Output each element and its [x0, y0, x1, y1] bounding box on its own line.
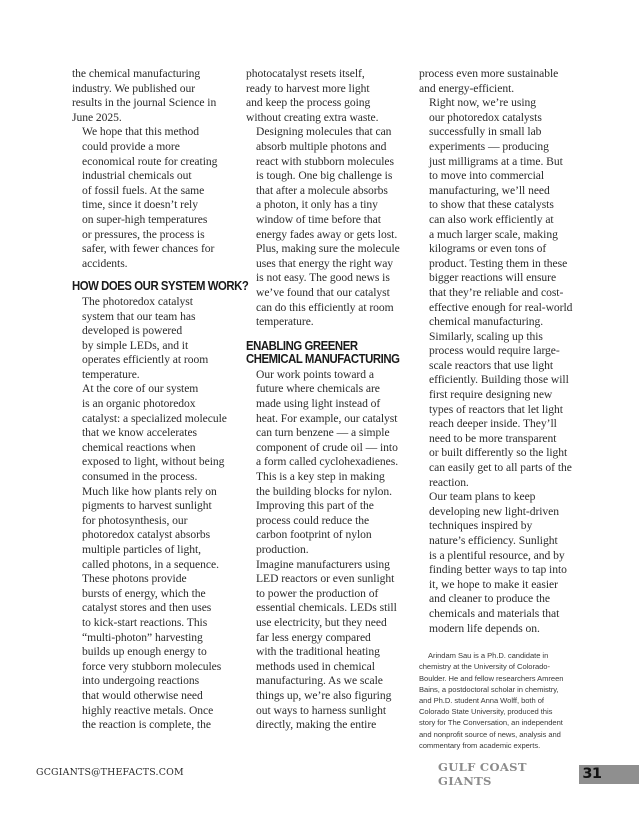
text-line: ready to harvest more light	[246, 81, 370, 95]
text-line: photocatalyst resets itself,	[246, 67, 365, 80]
text-line: essential chemicals. LEDs still	[256, 601, 397, 615]
text-line: and energy-efficient.	[419, 81, 515, 95]
text-line: story for The Conversation, an independent	[419, 718, 563, 728]
text-line: to kick-start reactions. This	[82, 615, 208, 629]
text-line: successfully in small lab	[429, 125, 542, 139]
paragraph	[246, 558, 414, 733]
text-line: Our work points toward a	[256, 367, 374, 381]
section-heading: HOW DOES OUR SYSTEM WORK?	[72, 278, 249, 294]
text-line: made using light instead of	[256, 397, 381, 411]
footer-email: GCGIANTS@THEFACTS.COM	[36, 767, 184, 778]
text-line: process would require large-	[429, 344, 560, 358]
text-line: types of reactors that let light	[429, 402, 563, 416]
text-line: results in the journal Science in	[72, 96, 217, 110]
text-line: process could reduce the	[256, 513, 370, 527]
author-bio	[419, 650, 587, 751]
text-line: uses that energy the right way	[256, 256, 394, 270]
text-line: is an organic photoredox	[82, 397, 196, 411]
text-line: far less energy compared	[256, 630, 371, 644]
text-line: future where chemicals are	[256, 382, 380, 396]
text-line: on super-high temperatures	[82, 212, 208, 226]
text-line: Similarly, scaling up this	[429, 329, 543, 343]
text-line: without creating extra waste.	[246, 110, 379, 124]
text-line: developed is powered	[82, 324, 183, 338]
text-line: product. Testing them in these	[429, 256, 568, 270]
text-line: chemical reactions when	[82, 440, 196, 454]
text-line: finding better ways to tap into	[429, 563, 567, 577]
text-line: Boulder. He and fellow researchers Amreen	[419, 673, 564, 683]
text-line: manufacturing, we’ll need	[429, 183, 550, 197]
text-line: that they’re reliable and cost-	[429, 285, 564, 299]
text-line: industry. We published our	[72, 81, 196, 95]
text-line: react with stubborn molecules	[256, 154, 394, 168]
text-line: directly, making the entire	[256, 718, 377, 732]
paragraph	[72, 125, 240, 271]
text-line: chemicals and materials that	[429, 606, 560, 620]
text-line: the chemical manufacturing	[72, 67, 201, 80]
paragraph	[419, 490, 587, 636]
text-line: the building blocks for nylon.	[256, 484, 393, 498]
article-column-1	[72, 67, 249, 733]
text-line: production.	[256, 543, 309, 556]
text-line: is not easy. The good news is	[256, 271, 390, 285]
text-line: called photons, in a sequence.	[82, 557, 219, 571]
paragraph	[419, 330, 587, 491]
text-line: effective enough for real-world	[429, 300, 573, 314]
text-line: can also work efficiently at	[429, 212, 554, 226]
text-line: Colorado State University, produced this	[419, 707, 553, 717]
text-line: Much like how plants rely on	[82, 484, 217, 498]
text-line: out ways to harness sunlight	[256, 703, 386, 717]
text-line: temperature.	[256, 315, 314, 329]
text-line: scale reactors that use light	[429, 358, 554, 372]
text-line: heat. For example, our catalyst	[256, 411, 398, 425]
text-line: it, we hope to make it easier	[429, 577, 558, 591]
paragraph	[246, 67, 414, 125]
text-line: consumed in the process.	[82, 470, 198, 484]
section-heading	[246, 337, 400, 367]
text-line: to show that these catalysts	[429, 198, 554, 212]
text-line: Arindam Sau is a Ph.D. candidate in	[428, 651, 549, 661]
text-line: first require designing new	[429, 388, 553, 402]
text-line: Bains, a postdoctoral scholar in chemistry,	[419, 684, 559, 694]
text-line: to power the production of	[256, 586, 379, 600]
text-line: LED reactors or even sunlight	[256, 572, 395, 586]
text-line: for photosynthesis, our	[82, 513, 188, 527]
text-line: can turn benzene — a simple	[256, 426, 390, 440]
text-line: nature’s efficiency. Sunlight	[429, 534, 558, 547]
text-line: catalyst stores and then uses	[82, 601, 212, 615]
text-line: is tough. One big challenge is	[256, 169, 393, 183]
text-line: safer, with fewer chances for	[82, 242, 215, 256]
text-line: component of crude oil — into	[256, 440, 398, 454]
text-line: The photoredox catalyst	[82, 294, 193, 308]
text-line: temperature.	[82, 367, 140, 381]
text-line: and Ph.D. student Anna Wolff, both of	[419, 695, 544, 705]
text-line: or pressures, the process is	[82, 227, 205, 241]
text-line: efficiently. Building those will	[429, 373, 569, 387]
text-line: We hope that this method	[82, 125, 200, 139]
paragraph	[246, 125, 414, 329]
text-line: Improving this part of the	[256, 499, 374, 513]
text-line: experiments — producing	[429, 139, 549, 153]
publication-name: GULF COAST GIANTS	[438, 760, 527, 788]
text-line: bigger reactions will ensure	[429, 271, 557, 285]
text-line: a photon, it only has a tiny	[256, 198, 378, 212]
text-line: economical route for creating	[82, 154, 218, 168]
text-line: Plus, making sure the molecule	[256, 242, 400, 256]
text-line: can easily get to all parts of the	[429, 461, 572, 475]
text-line: by simple LEDs, and it	[82, 338, 189, 352]
paragraph	[72, 382, 240, 484]
text-line: things up, we’re also figuring	[256, 688, 392, 702]
text-line: Right now, we’re using	[429, 96, 536, 110]
text-line: and nonprofit source of news, analysis and	[419, 729, 561, 739]
text-line: photoredox catalyst absorbs	[82, 528, 211, 542]
text-line: need to be more transparent	[429, 431, 557, 445]
text-line: June 2025.	[72, 110, 122, 124]
paragraph	[72, 572, 240, 733]
text-line: These photons provide	[82, 572, 187, 586]
paragraph	[72, 67, 240, 125]
text-line: that would otherwise need	[82, 688, 203, 702]
text-line: developing new light-driven	[429, 504, 560, 518]
text-line: modern life depends on.	[429, 621, 540, 635]
text-line: or built differently so the light	[429, 446, 568, 460]
text-line: pigments to harvest sunlight	[82, 499, 212, 513]
text-line: highly reactive metals. Once	[82, 703, 214, 717]
text-line: exposed to light, without being	[82, 455, 225, 469]
text-line: accidents.	[82, 256, 128, 270]
text-line: a much larger scale, making	[429, 227, 558, 241]
text-line: absorb multiple photons and	[256, 139, 387, 153]
heading-line: CHEMICAL MANUFACTURING	[246, 351, 400, 367]
text-line: and cleaner to produce the	[429, 592, 551, 606]
text-line: can do this efficiently at room	[256, 300, 394, 314]
text-line: our photoredox catalysts	[429, 110, 542, 124]
text-line: techniques inspired by	[429, 519, 533, 533]
text-line: Imagine manufacturers using	[256, 557, 390, 571]
text-line: force very stubborn molecules	[82, 659, 222, 673]
text-line: reach deeper inside. They’ll	[429, 417, 557, 431]
text-line: kilograms or even tons of	[429, 242, 547, 256]
text-line: carbon footprint of nylon	[256, 528, 372, 542]
text-line: methods used in chemical	[256, 659, 375, 673]
heading-line: ENABLING GREENER	[246, 337, 358, 353]
text-line: operates efficiently at room	[82, 353, 209, 367]
text-line: reaction.	[429, 475, 469, 489]
text-line: commentary from academic experts.	[419, 740, 541, 750]
text-line: that we know accelerates	[82, 426, 197, 440]
article-column-3	[419, 67, 587, 751]
text-line: is a plentiful resource, and by	[429, 548, 565, 562]
text-line: the reaction is complete, the	[82, 718, 211, 732]
paragraph	[72, 295, 240, 383]
text-line: and keep the process going	[246, 96, 371, 110]
page-number-box	[579, 765, 639, 784]
text-line: manufacturing. As we scale	[256, 674, 383, 688]
text-line: system that our team has	[82, 309, 196, 323]
text-line: we’ve found that our catalyst	[256, 285, 390, 299]
text-line: chemical manufacturing.	[429, 315, 544, 329]
text-line: use electricity, but they need	[256, 615, 387, 629]
paragraph	[246, 368, 414, 558]
footer-folio	[438, 760, 639, 788]
text-line: just milligrams at a time. But	[429, 154, 563, 168]
article-column-2	[246, 67, 414, 733]
text-line: into undergoing reactions	[82, 674, 200, 688]
text-line: industrial chemicals out	[82, 169, 192, 183]
text-line: bursts of energy, which the	[82, 586, 206, 600]
text-line: window of time before that	[256, 212, 381, 226]
paragraph	[419, 96, 587, 330]
text-line: catalyst: a specialized molecule	[82, 411, 227, 425]
text-line: to move into commercial	[429, 169, 545, 183]
paragraph	[72, 485, 240, 573]
text-line: with the traditional heating	[256, 645, 380, 659]
text-line: Our team plans to keep	[429, 490, 536, 504]
text-line: a form called cyclohexadienes.	[256, 455, 399, 469]
text-line: multiple particles of light,	[82, 543, 202, 556]
text-line: process even more sustainable	[419, 67, 559, 80]
text-line: Designing molecules that can	[256, 125, 392, 139]
text-line: At the core of our system	[82, 382, 199, 396]
text-line: This is a key step in making	[256, 470, 385, 484]
text-line: could provide a more	[82, 139, 180, 153]
paragraph	[419, 67, 587, 96]
text-line: “multi-photon” harvesting	[82, 630, 203, 644]
page-number: 31	[582, 766, 602, 782]
text-line: builds up enough energy to	[82, 645, 207, 659]
text-line: of fossil fuels. At the same	[82, 183, 205, 197]
text-line: time, since it doesn’t rely	[82, 198, 198, 212]
text-line: that after a molecule absorbs	[256, 183, 388, 197]
text-line: chemistry at the University of Colorado-	[419, 662, 550, 672]
text-line: energy fades away or gets lost.	[256, 227, 398, 241]
